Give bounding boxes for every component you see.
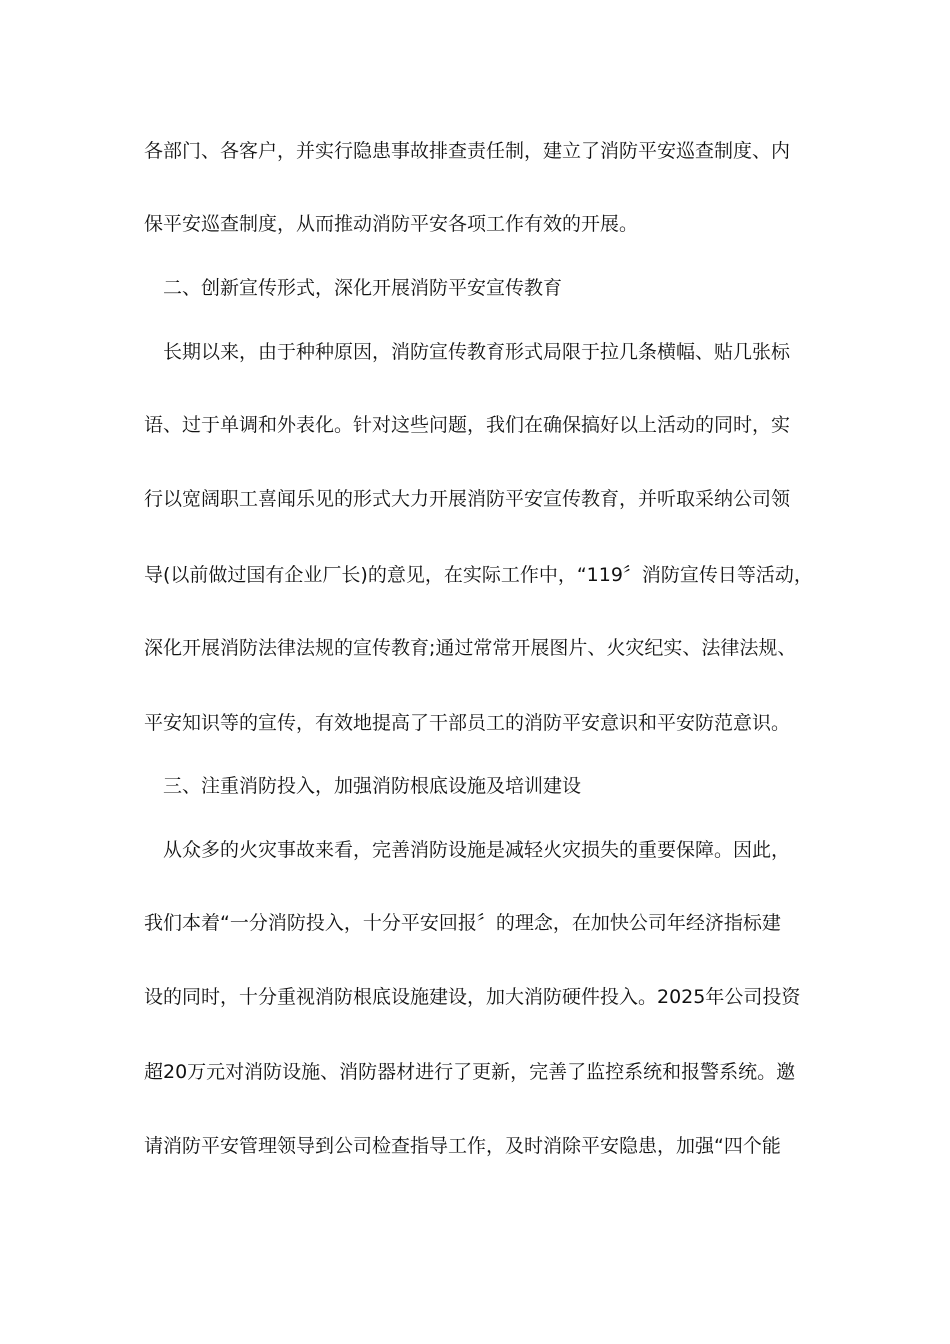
- paragraph-line: 保平安巡查制度，从而推动消防平安各项工作有效的开展。: [144, 213, 639, 235]
- paragraph-line: 长期以来，由于种种原因，消防宣传教育形式局限于拉几条横幅、贴几张标: [163, 341, 791, 363]
- paragraph-line: 我们本着“一分消防投入，十分平安回报〞的理念，在加快公司年经济指标建: [144, 912, 781, 934]
- paragraph-line: 从众多的火灾事故来看，完善消防设施是减轻火灾损失的重要保障。因此，: [163, 839, 791, 861]
- section-heading: 三、注重消防投入，加强消防根底设施及培训建设: [163, 775, 582, 797]
- paragraph-line: 平安知识等的宣传，有效地提高了干部员工的消防平安意识和平安防范意识。: [144, 712, 791, 734]
- paragraph-line: 各部门、各客户，并实行隐患事故排查责任制，建立了消防平安巡查制度、内: [144, 140, 791, 162]
- section-heading: 二、创新宣传形式，深化开展消防平安宣传教育: [163, 277, 563, 299]
- paragraph-line: 请消防平安管理领导到公司检查指导工作，及时消除平安隐患，加强“四个能: [144, 1135, 781, 1157]
- paragraph-line: 导(以前做过国有企业厂长)的意见，在实际工作中，“119〞消防宣传日等活动，: [144, 564, 813, 586]
- paragraph-line: 设的同时，十分重视消防根底设施建设，加大消防硬件投入。2025年公司投资: [144, 986, 801, 1008]
- paragraph-line: 语、过于单调和外表化。针对这些问题，我们在确保搞好以上活动的同时，实: [144, 414, 791, 436]
- paragraph-line: 超20万元对消防设施、消防器材进行了更新，完善了监控系统和报警系统。邀: [144, 1061, 796, 1083]
- paragraph-line: 行以宽阔职工喜闻乐见的形式大力开展消防平安宣传教育，并听取采纳公司领: [144, 488, 791, 510]
- paragraph-line: 深化开展消防法律法规的宣传教育;通过常常开展图片、火灾纪实、法律法规、: [144, 637, 797, 659]
